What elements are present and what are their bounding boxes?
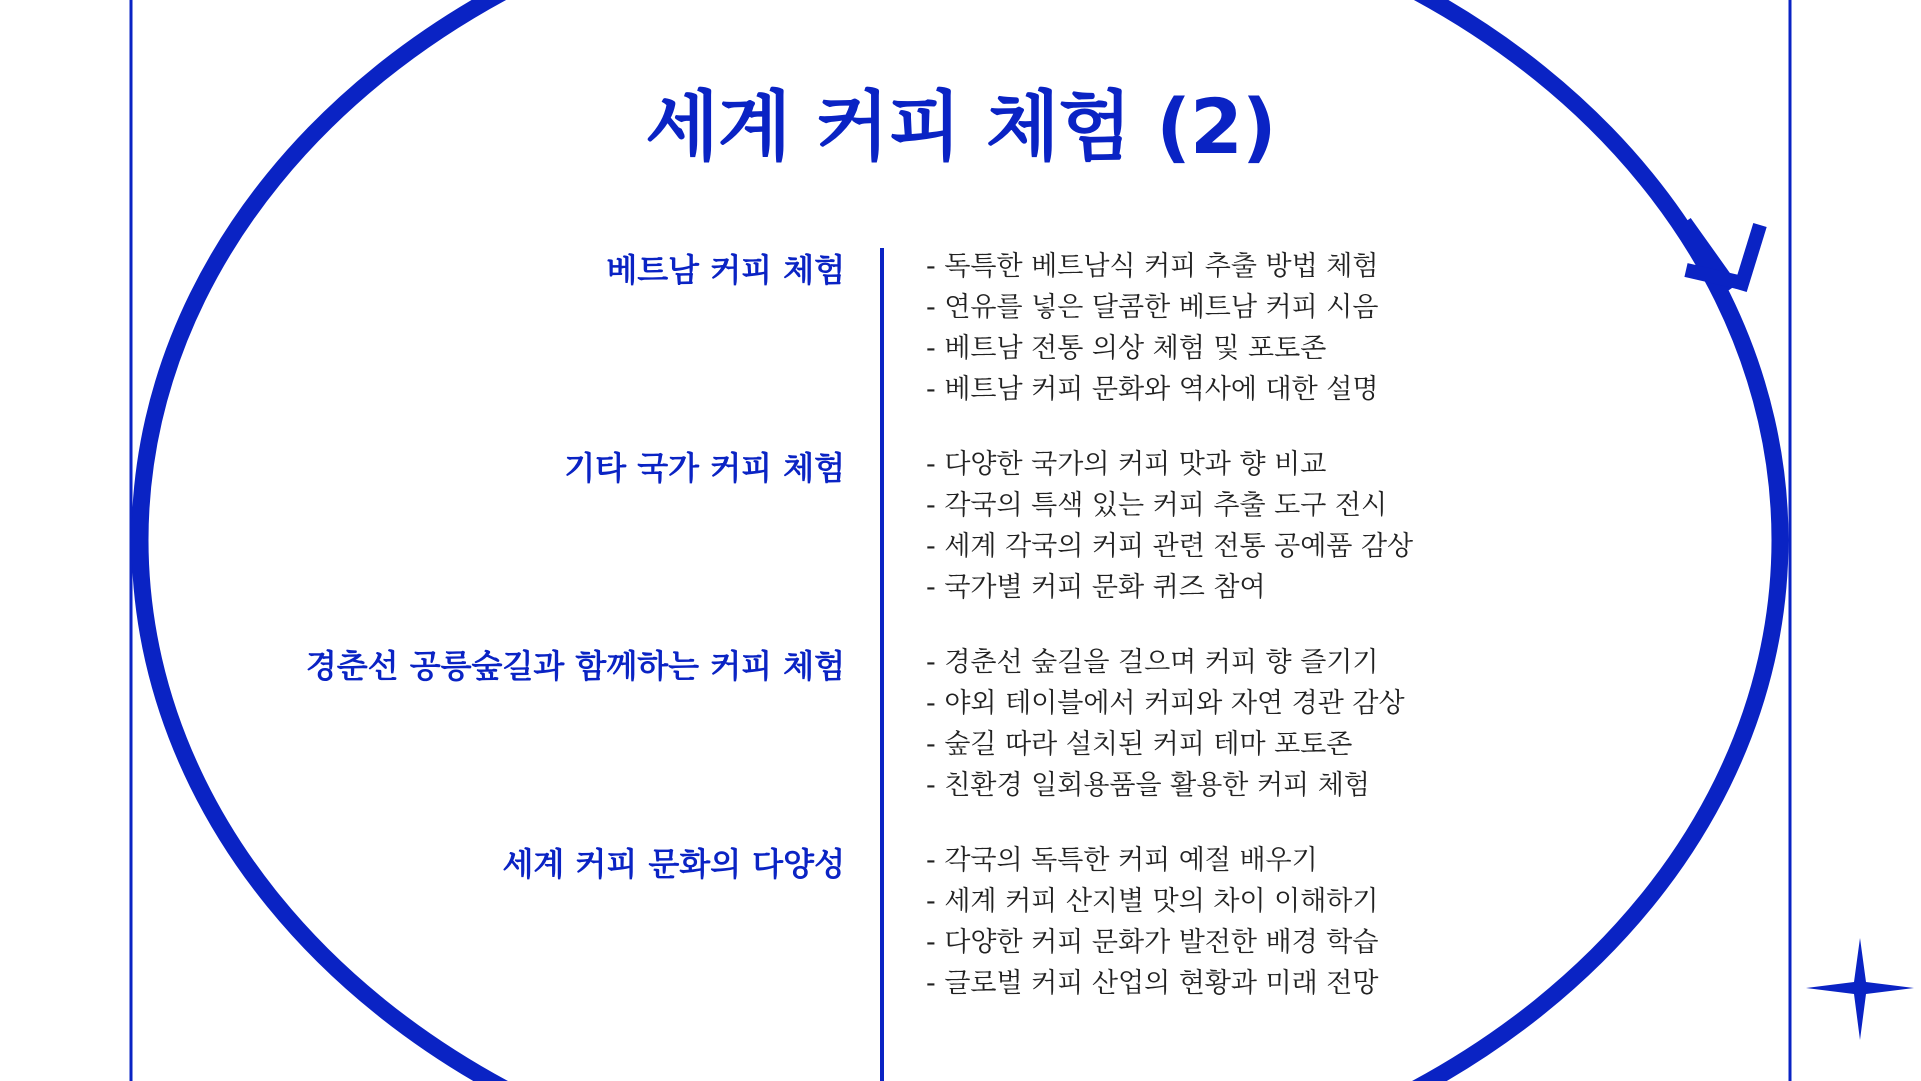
list-item: - 다양한 커피 문화가 발전한 배경 학습 xyxy=(926,927,1379,958)
list-item: - 베트남 전통 의상 체험 및 포토존 xyxy=(926,333,1327,364)
section-heading-coffee-culture: 세계 커피 문화의 다양성 xyxy=(502,845,845,883)
section-heading-vietnam: 베트남 커피 체험 xyxy=(606,251,845,289)
list-item: - 국가별 커피 문화 퀴즈 참여 xyxy=(926,572,1266,603)
list-item: - 독특한 베트남식 커피 추출 방법 체험 xyxy=(926,251,1379,282)
list-item: - 세계 커피 산지별 맛의 차이 이해하기 xyxy=(926,886,1379,917)
vertical-divider xyxy=(880,248,884,1081)
bullet-list-gyeongchun-trail xyxy=(926,642,1405,806)
list-item: - 글로벌 커피 산업의 현황과 미래 전망 xyxy=(926,968,1379,999)
list-item: - 세계 각국의 커피 관련 전통 공예품 감상 xyxy=(926,531,1414,562)
bullet-list-vietnam xyxy=(926,246,1378,410)
list-item: - 베트남 커피 문화와 역사에 대한 설명 xyxy=(926,374,1379,405)
sparkle-center xyxy=(1852,980,1868,996)
slide-title: 세계 커피 체험 (2) xyxy=(645,82,1276,171)
list-item: - 각국의 독특한 커피 예절 배우기 xyxy=(926,845,1318,876)
list-item: - 다양한 국가의 커피 맛과 향 비교 xyxy=(926,449,1327,480)
list-item: - 숲길 따라 설치된 커피 테마 포토존 xyxy=(926,729,1353,760)
bullet-list-coffee-culture xyxy=(926,840,1378,1004)
bullet-list-other-countries xyxy=(926,444,1413,608)
list-item: - 야외 테이블에서 커피와 자연 경관 감상 xyxy=(926,688,1405,719)
list-item: - 각국의 특색 있는 커피 추출 도구 전시 xyxy=(926,490,1388,521)
section-heading-gyeongchun-trail: 경춘선 공릉숲길과 함께하는 커피 체험 xyxy=(305,647,845,685)
list-item: - 친환경 일회용품을 활용한 커피 체험 xyxy=(926,770,1370,801)
list-item: - 연유를 넣은 달콤한 베트남 커피 시음 xyxy=(926,292,1379,323)
section-heading-other-countries: 기타 국가 커피 체험 xyxy=(564,449,845,487)
list-item: - 경춘선 숲길을 걸으며 커피 향 즐기기 xyxy=(926,647,1379,678)
